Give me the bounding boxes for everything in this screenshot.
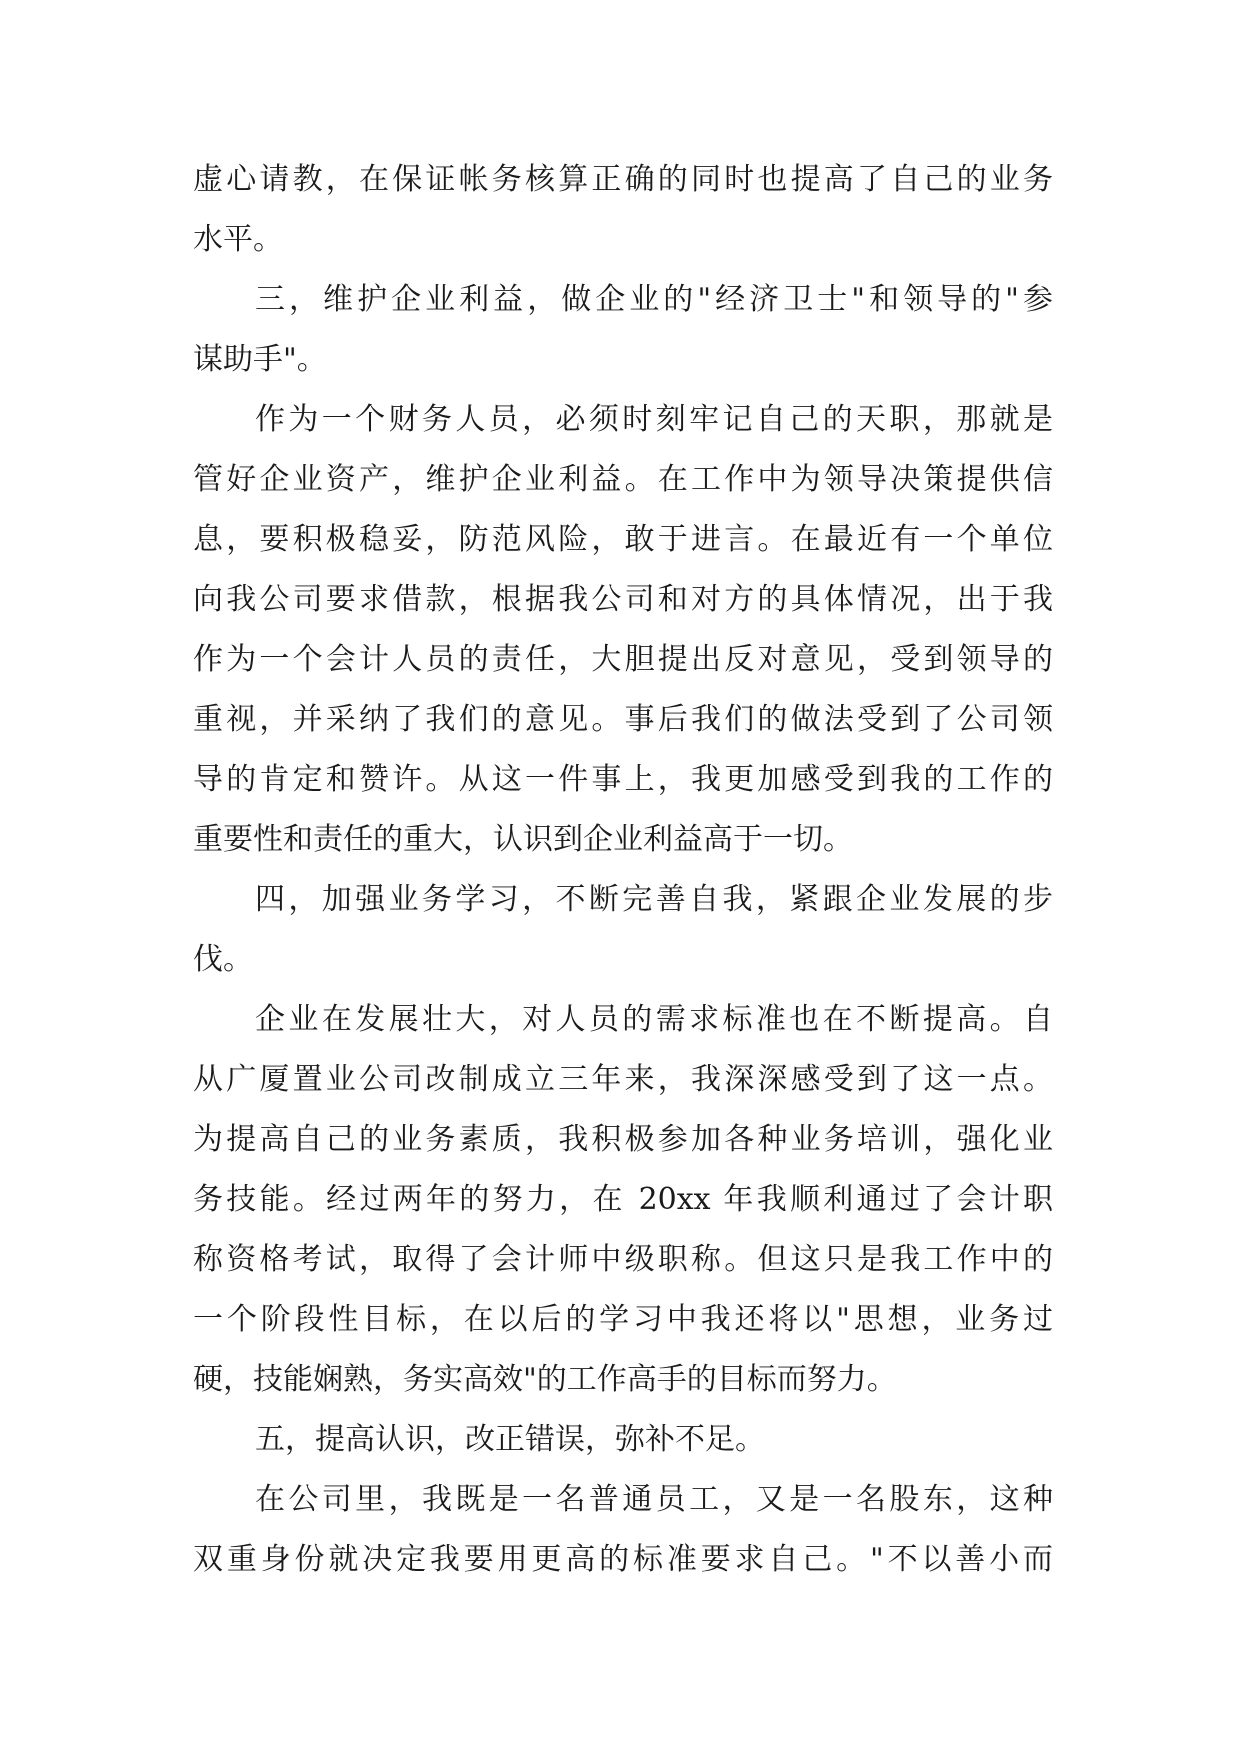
text-line: 在公司里，我既是一名普通员工，又是一名股东，这种 [255, 1482, 1053, 1517]
text-line: 为提高自己的业务素质，我积极参加各种业务培训，强化业 [193, 1122, 1053, 1157]
text-line: 重视，并采纳了我们的意见。事后我们的做法受到了公司领 [193, 702, 1053, 737]
text-line: 重要性和责任的重大，认识到企业利益高于一切。 [193, 822, 853, 857]
text-line: 导的肯定和赞许。从这一件事上，我更加感受到我的工作的 [193, 762, 1053, 797]
section-heading-line: 四，加强业务学习，不断完善自我，紧跟企业发展的步 [255, 882, 1053, 917]
document-body [193, 150, 1053, 1590]
text-line: 企业在发展壮大，对人员的需求标准也在不断提高。自 [255, 1002, 1053, 1037]
section-heading-line: 三，维护企业利益，做企业的"经济卫士"和领导的"参 [255, 282, 1053, 317]
text-line: 管好企业资产，维护企业利益。在工作中为领导决策提供信 [193, 462, 1053, 497]
text-line: 虚心请教，在保证帐务核算正确的同时也提高了自己的业务 [193, 162, 1053, 197]
text-line: 息，要积极稳妥，防范风险，敢于进言。在最近有一个单位 [193, 522, 1053, 557]
text-line: 向我公司要求借款，根据我公司和对方的具体情况，出于我 [193, 582, 1053, 617]
text-line: 作为一个财务人员，必须时刻牢记自己的天职，那就是 [255, 402, 1053, 437]
text-line: 双重身份就决定我要用更高的标准要求自己。"不以善小而 [193, 1542, 1053, 1577]
text-line: 硬，技能娴熟，务实高效"的工作高手的目标而努力。 [193, 1362, 897, 1397]
section-heading-line: 伐。 [193, 942, 253, 977]
text-line: 作为一个会计人员的责任，大胆提出反对意见，受到领导的 [193, 642, 1053, 677]
text-line: 水平。 [193, 222, 283, 257]
text-line: 一个阶段性目标，在以后的学习中我还将以"思想，业务过 [193, 1302, 1053, 1337]
text-line: 从广厦置业公司改制成立三年来，我深深感受到了这一点。 [193, 1062, 1053, 1097]
section-heading-line: 五，提高认识，改正错误，弥补不足。 [255, 1422, 765, 1457]
section-heading-line: 谋助手"。 [193, 342, 327, 377]
text-line: 务技能。经过两年的努力，在 20xx 年我顺利通过了会计职 [193, 1182, 1053, 1217]
text-line: 称资格考试，取得了会计师中级职称。但这只是我工作中的 [193, 1242, 1053, 1277]
